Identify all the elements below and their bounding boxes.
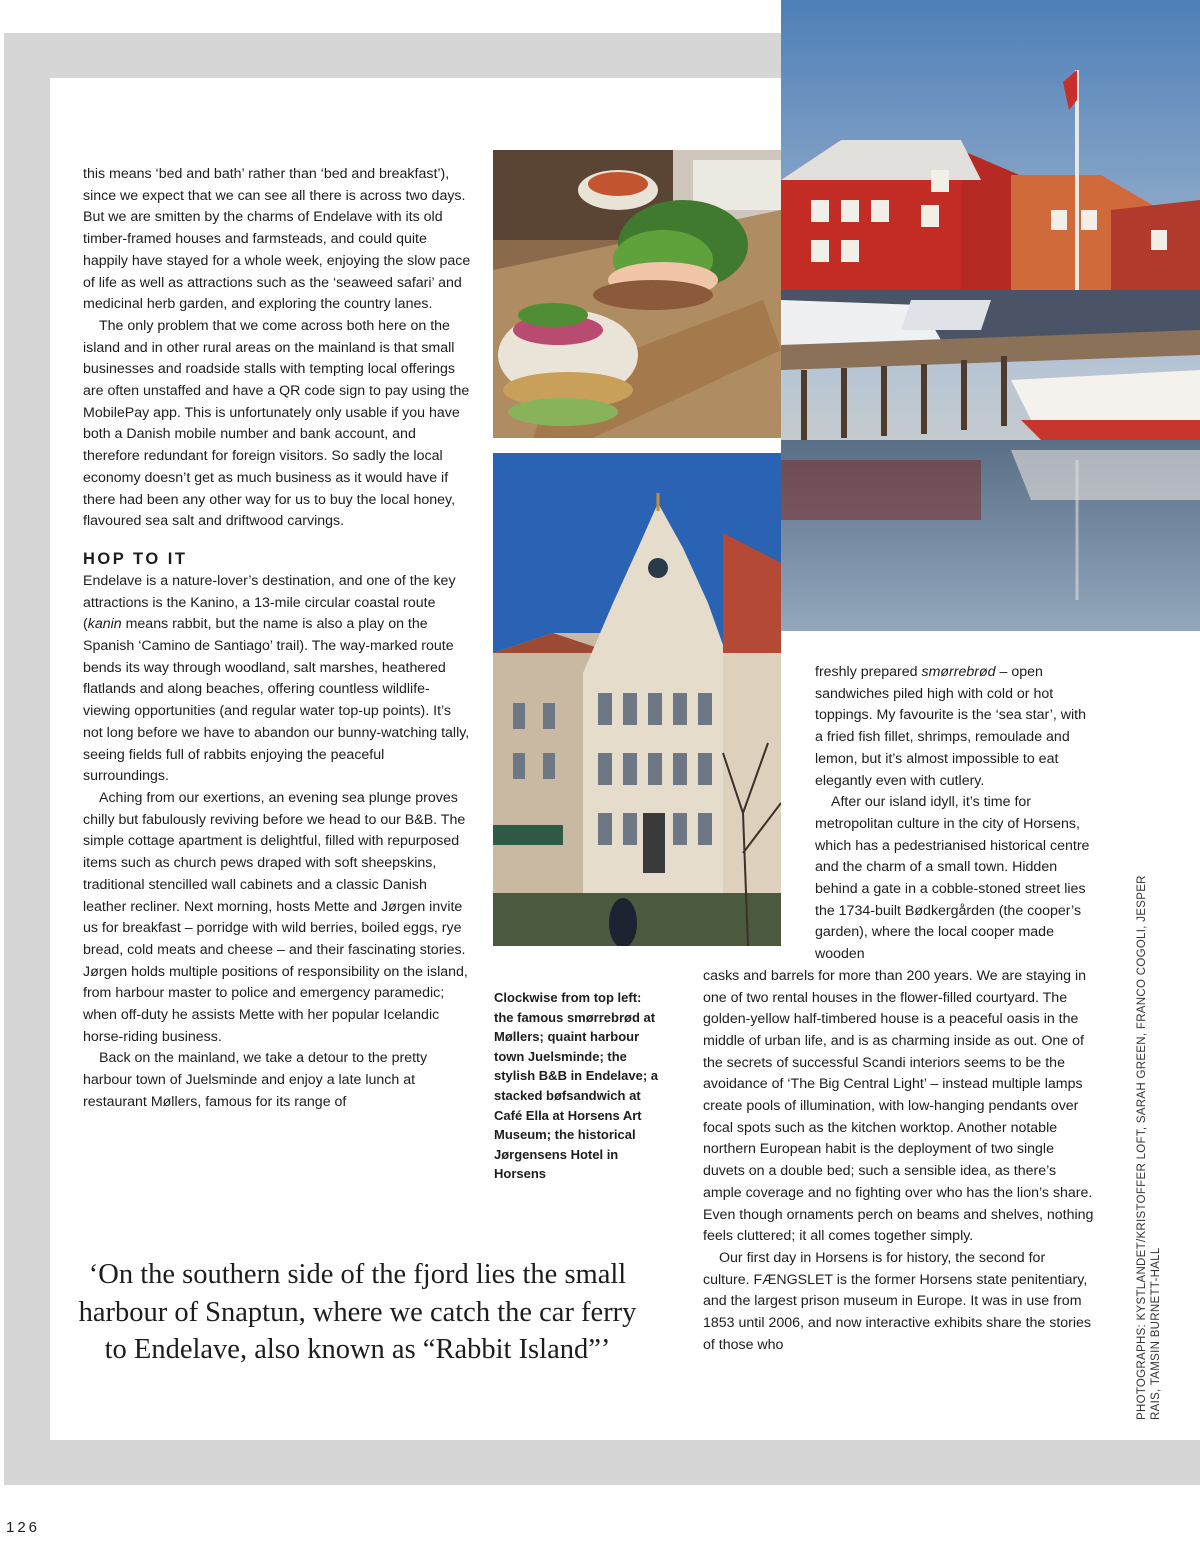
sandwich-photo <box>493 150 781 438</box>
wrapped-text-block <box>703 662 1095 966</box>
paragraph: After our island idyll, it’s time for metropolitan culture in the city of Horsens, which has a pedestrianised historical centre and the charm of a small town. Hidden behind a gate in a cobble-stoned street lies the 1734-built Bødkergården (the cooper’s garden), where the local cooper made wooden <box>815 794 1090 963</box>
article-column-left <box>83 164 473 1114</box>
paragraph: Back on the mainland, we take a detour to the pretty harbour town of Juelsminde and enjoy a late lunch at restaurant Møllers, famous for its range of <box>83 1050 428 1110</box>
page-number: 126 <box>6 1519 41 1536</box>
paragraph: freshly prepared smørrebrød – open sandwiches piled high with cold or hot toppings. My favourite is the ‘sea star’, with a fried fish fillet, shrimps, remoulade and lemon, but it’s almost impossible to eat elegantly even with cutlery. <box>815 664 1086 789</box>
harbour-photo <box>781 0 1200 631</box>
photo-caption: Clockwise from top left: the famous smørrebrød at Møllers; quaint harbour town Juelsminde; the stylish B&B in Endelave; a stacked bøfsandwich at Café Ella at Horsens Art Museum; the historical Jørgensens Hotel in Horsens <box>494 990 658 1182</box>
paragraph: Our first day in Horsens is for history, the second for culture. FÆNGSLET is the former Horsens state penitentiary, and the largest prison museum in Europe. It was in use from 1853 until 2006, and now interactive exhibits share the stories of those who <box>703 1249 1092 1353</box>
paragraph: this means ‘bed and bath’ rather than ‘bed and breakfast’), since we expect that we can see all there is across two days. But we are smitten by the charms of Endelave with its old timber-framed houses and farmsteads, and could quite happily have stayed for a whole week, enjoying the slow pace of life as well as attractions such as the ‘seaweed safari’ and medicinal herb garden, and exploring the country lanes. <box>83 166 471 313</box>
paragraph: Endelave is a nature-lover’s destination, and one of the key attractions is the Kanino, a 13-mile circular coastal route (kanin means rabbit, but the name is also a play on the Spanish ‘Camino de Santiago’ trail). The way-marked route bends its way through woodland, salt marshes, heathered flatlands and along beaches, offering countless wildlife-viewing opportunities (and regular water top-up points). It’s not long before we have to abandon our bunny-watching tally, seeing fields full of rabbits enjoying the peaceful surroundings. <box>83 572 470 785</box>
paragraph: The only problem that we come across both here on the island and in other rural areas on the mainland is that small businesses and roadside stalls with tempting local offerings are often unstaffed and have a QR code sign to pay using the MobilePay app. This is unfortunately only usable if you have both a Danish mobile number and bank account, and therefore redundant for foreign visitors. So sadly the local economy doesn’t get as much business as it would have if there had been any other way for us to buy the local honey, flavoured sea salt and driftwood carvings. <box>83 317 470 530</box>
article-column-right <box>703 662 1095 1357</box>
photo-credits: PHOTOGRAPHS: KYSTLANDET/KRISTOFFER LOFT, SARAH GREEN, FRANCO COGOLI, JESPER RAIS, TAMSIN BURNETT-HALL <box>1136 875 1162 1420</box>
paragraph: Aching from our exertions, an evening sea plunge proves chilly but fabulously reviving before we head to our B&B. The simple cottage apartment is delightful, filled with repurposed items such as church pews draped with soft sheepskins, traditional stencilled wall cabinets and a classic Danish leather recliner. Next morning, hosts Mette and Jørgen invite us for breakfast – porridge with wild berries, boiled eggs, rye bread, cold meats and cheese – and their fascinating stories. Jørgen holds multiple positions of responsibility on the island, from harbour master to police and emergency paramedic; when off-duty he assists Mette with her popular Icelandic horse-riding business. <box>83 789 468 1045</box>
paragraph: casks and barrels for more than 200 years. We are staying in one of two rental houses in the flower-filled courtyard. The golden-yellow half-timbered house is a peaceful oasis in the middle of urban life, and is as charming inside as out. One of the secrets of successful Scandi interiors seems to be the avoidance of ‘The Big Central Light’ – instead multiple lamps create pools of illumination, with low-hanging pendants over focal spots such as the kitchen worktop. Another notable northern European habit is the deployment of two single duvets on a double bed; such a sensible idea, as there’s ample coverage and no fighting over who has the lion’s share. Even though ornaments perch on beams and shelves, nothing feels cluttered; it all comes together simply. <box>703 967 1094 1245</box>
section-heading: HOP TO IT <box>83 549 188 568</box>
pull-quote: ‘On the southern side of the fjord lies the small harbour of Snaptun, where we catch the car ferry to Endelave, also known as “Rabbit Island”’ <box>78 1259 637 1365</box>
